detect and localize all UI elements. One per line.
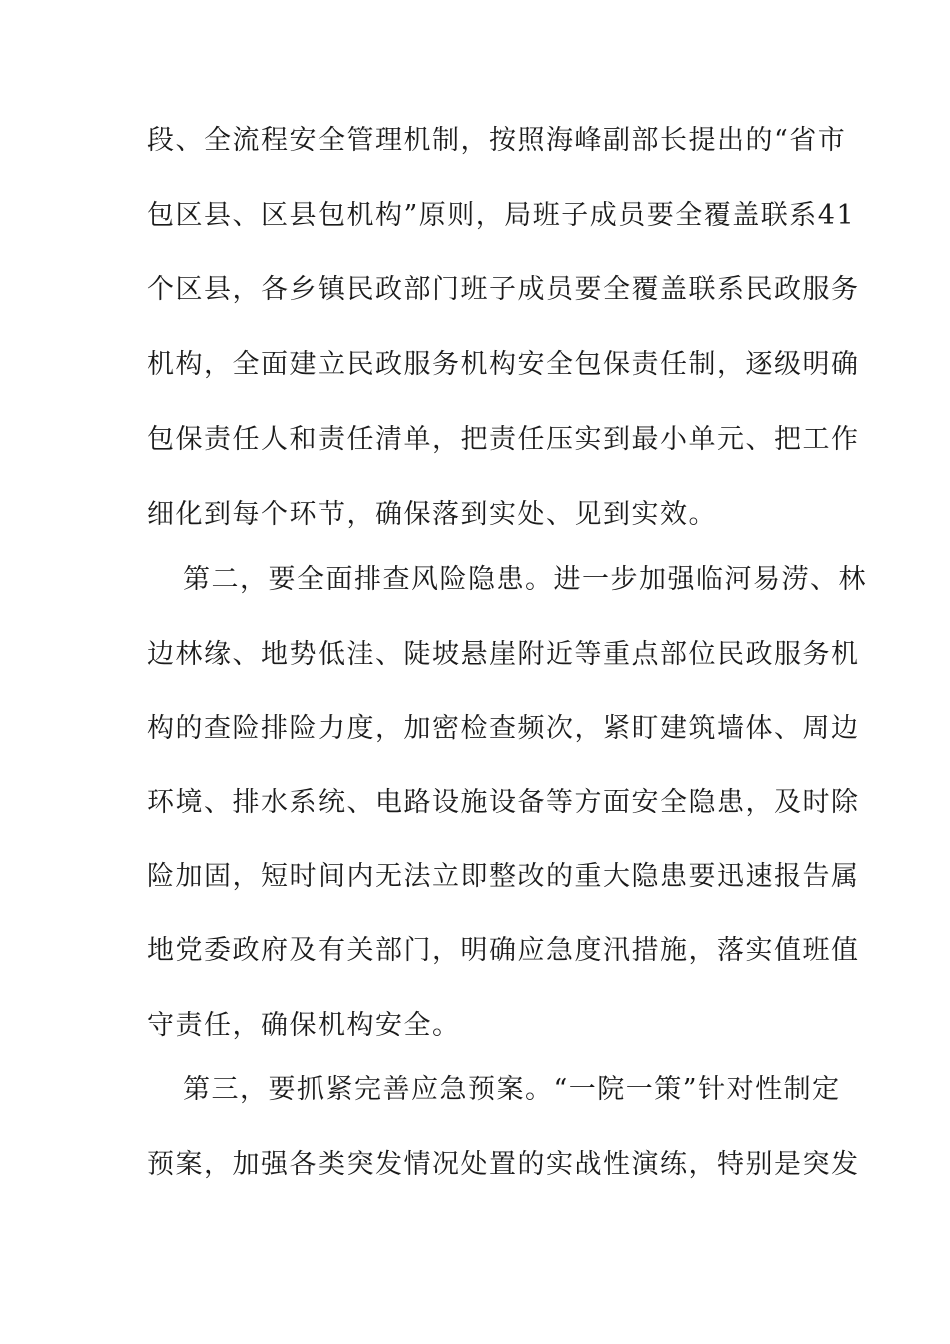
text-line: 个区县，各乡镇民政部门班子成员要全覆盖联系民政服务 [147, 274, 860, 305]
text-line: 险加固，短时间内无法立即整改的重大隐患要迅速报告属 [147, 861, 860, 892]
text-line: 守责任，确保机构安全。 [147, 1010, 461, 1041]
text-line: 包区县、区县包机构”原则，局班子成员要全覆盖联系41 [147, 200, 856, 231]
text-line: 地党委政府及有关部门，明确应急度汛措施，落实值班值 [147, 935, 860, 966]
text-line: 预案，加强各类突发情况处置的实战性演练，特别是突发 [147, 1149, 860, 1180]
paragraph-first-line: 第三，要抓紧完善应急预案。“一院一策”针对性制定 [183, 1074, 841, 1105]
paragraph-first-line: 第二，要全面排查风险隐患。进一步加强临河易涝、林 [183, 564, 867, 595]
text-line: 环境、排水系统、电路设施设备等方面安全隐患，及时除 [147, 787, 860, 818]
text-line: 包保责任人和责任清单，把责任压实到最小单元、把工作 [147, 424, 860, 455]
text-line: 构的查险排险力度，加密检查频次，紧盯建筑墙体、周边 [147, 713, 860, 744]
text-line: 细化到每个环节，确保落到实处、见到实效。 [147, 499, 717, 530]
text-line: 边林缘、地势低洼、陡坡悬崖附近等重点部位民政服务机 [147, 639, 860, 670]
text-line: 段、全流程安全管理机制，按照海峰副部长提出的“省市 [147, 125, 847, 156]
text-line: 机构，全面建立民政服务机构安全包保责任制，逐级明确 [147, 349, 860, 380]
